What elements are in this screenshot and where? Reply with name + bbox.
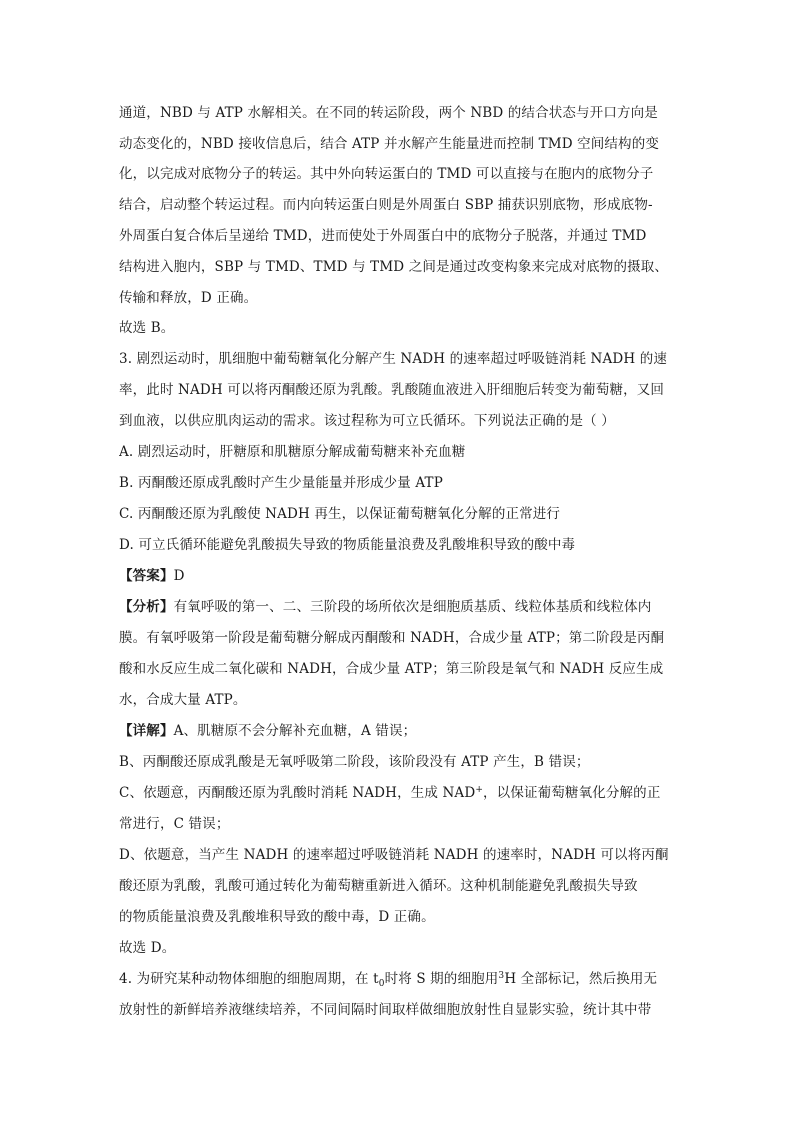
detail-c-text-end: ，以保证葡萄糖氧化分解的正 [483,785,661,801]
analysis-text: 有氧呼吸的第一、二、三阶段的场所依次是细胞质基质、线粒体基质和线粒体内 [173,599,652,615]
answer-value: D [173,568,185,584]
q4-stem-line [119,969,679,989]
detail-text: A、肌糖原不会分解补充血糖，A 错误； [173,723,417,739]
q3-detail-line: B、丙酮酸还原成乳酸是无氧呼吸第二阶段，该阶段没有 ATP 产生，B 错误； [119,754,590,770]
t0-subscript: 0 [378,979,385,989]
q2-conclusion: 故选 B。 [119,320,175,336]
q4-text: 时将 S 期的细胞用 [384,971,499,987]
answer-label: 【答案】 [119,568,174,584]
q2-text-line: 通道，NBD 与 ATP 水解相关。在不同的转运阶段，两个 NBD 的结合状态与开口方向是 [119,105,658,121]
q2-text-line: 传输和释放，D 正确。 [119,290,258,306]
q3-detail-line: 的物质能量浪费及乳酸堆积导致的酸中毒，D 正确。 [119,909,435,925]
q3-analysis-line: 水，合成大量 ATP。 [119,692,247,708]
q2-text-line: 外周蛋白复合体后呈递给 TMD，进而使处于外周蛋白中的底物分子脱落，并通过 TMD [119,228,647,244]
q3-detail-line [119,721,679,741]
q3-option-a: A. 剧烈运动时，肝糖原和肌糖原分解成葡萄糖来补充血糖 [119,444,466,460]
q4-text: H 全部标记，然后换用无 [504,971,658,987]
q4-text: 4. 为研究某种动物体细胞的细胞周期，在 t [119,971,379,987]
q3-analysis-line: 膜。有氧呼吸第一阶段是葡萄糖分解成丙酮酸和 NADH，合成少量 ATP；第二阶段是丙酮 [119,630,665,646]
q3-stem-line: 到血液，以供应肌肉运动的需求。该过程称为可立氏循环。下列说法正确的是（ ） [119,413,615,429]
q3-stem-line: 率，此时 NADH 可以将丙酮酸还原为乳酸。乳酸随血液进入肝细胞后转变为葡萄糖，又回 [119,382,665,398]
q3-option-b: B. 丙酮酸还原成乳酸时产生少量能量并形成少量 ATP [119,475,443,491]
q4-stem-line: 放射性的新鲜培养液继续培养，不同间隔时间取样做细胞放射性自显影实验，统计其中带 [119,1002,652,1018]
analysis-label: 【分析】 [119,599,174,615]
q3-option-c: C. 丙酮酸还原为乳酸使 NADH 再生，以保证葡萄糖氧化分解的正常进行 [119,506,561,522]
q3-detail-line [119,783,679,803]
q3-stem-line: 3. 剧烈运动时，肌细胞中葡萄糖氧化分解产生 NADH 的速率超过呼吸链消耗 NADH 的速 [119,351,668,367]
q3-analysis-line [119,597,679,617]
q2-text-line: 动态变化的，NBD 接收信息后，结合 ATP 并水解产生能量进而控制 TMD 空间结构的变 [119,136,660,152]
q3-answer [119,566,679,586]
nad-superscript: + [475,785,484,795]
q2-text-line: 结构进入胞内，SBP 与 TMD、TMD 与 TMD 之间是通过改变构象来完成对底物的摄取、 [119,259,669,275]
q3-detail-line: 酸还原为乳酸，乳酸可通过转化为葡萄糖重新进入循环。这种机制能避免乳酸损失导致 [119,878,638,894]
isotope-superscript: 3 [498,971,505,981]
q2-text-line: 结合，启动整个转运过程。而内向转运蛋白则是外周蛋白 SBP 捕获识别底物，形成底物- [119,197,653,213]
q2-text-line: 化，以完成对底物分子的转运。其中外向转运蛋白的 TMD 可以直接与在胞内的底物分子 [119,166,654,182]
q3-conclusion: 故选 D。 [119,940,176,956]
q3-detail-line: D、依题意，当产生 NADH 的速率超过呼吸链消耗 NADH 的速率时，NADH 可以将丙酮 [119,847,669,863]
detail-c-text: C、依题意，丙酮酸还原为乳酸时消耗 NADH，生成 NAD [119,785,476,801]
q3-analysis-line: 酸和水反应生成二氧化碳和 NADH，合成少量 ATP；第三阶段是氧气和 NADH 反应生成 [119,661,664,677]
detail-label: 【详解】 [119,723,174,739]
q3-option-d: D. 可立氏循环能避免乳酸损失导致的物质能量浪费及乳酸堆积导致的酸中毒 [119,537,576,553]
q3-detail-line: 常进行，C 错误； [119,816,230,832]
